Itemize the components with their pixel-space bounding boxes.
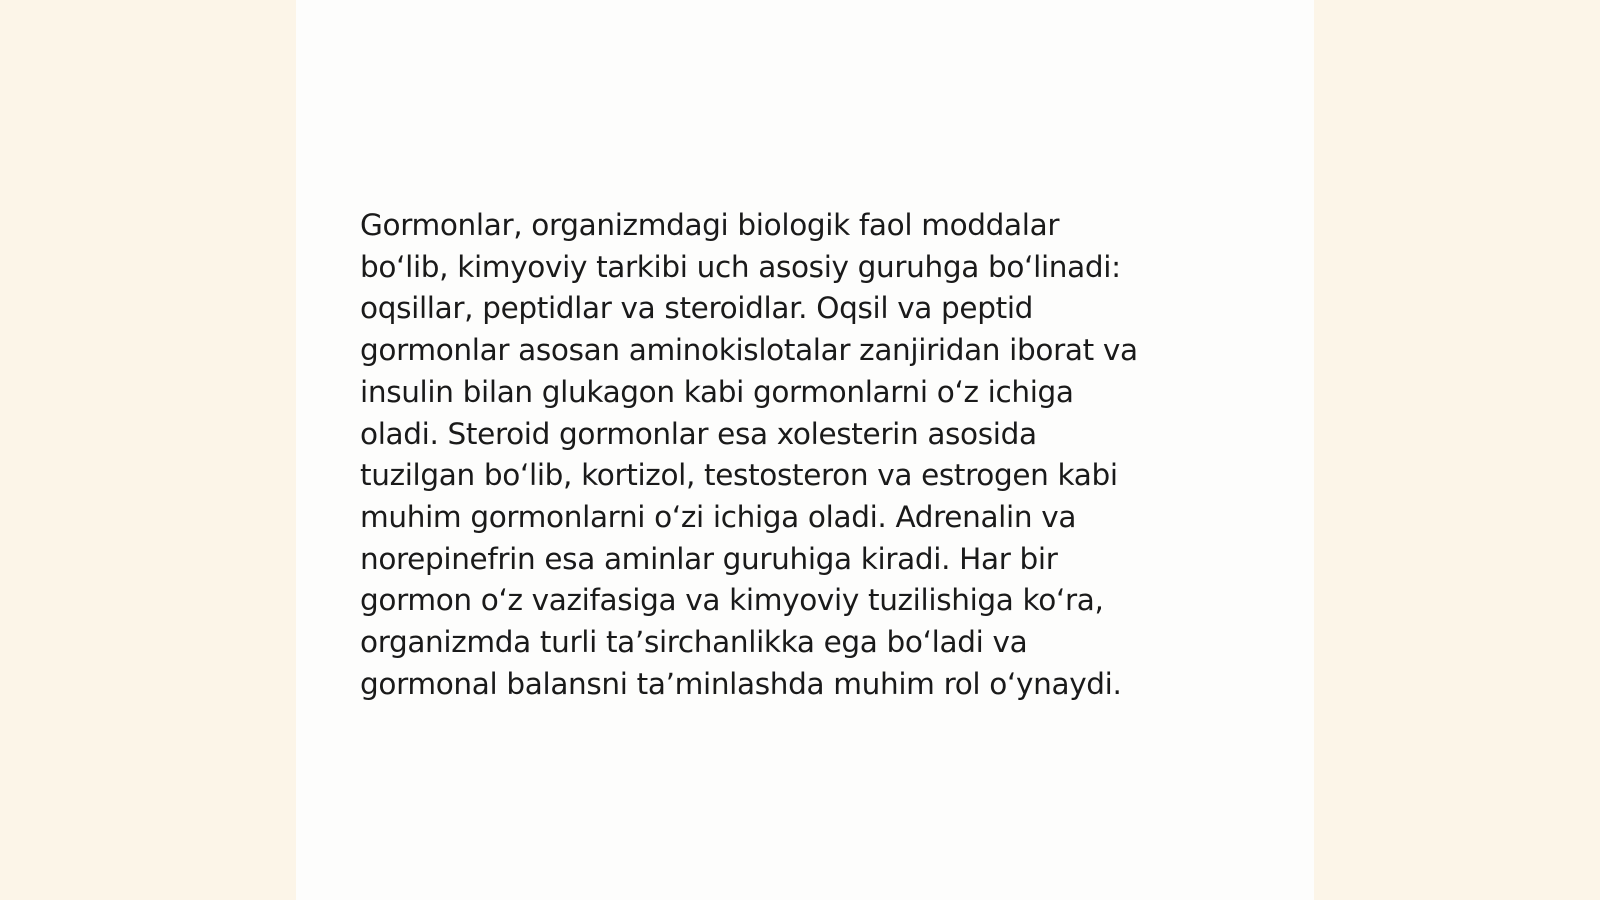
right-margin	[1314, 0, 1600, 900]
left-margin	[0, 0, 296, 900]
slide-body-text: Gormonlar, organizmdagi biologik faol moddalar bo‘lib, kimyoviy tarkibi uch asosiy guruhga bo‘linadi: oqsillar, peptidlar va steroidlar. Oqsil va peptid gormonlar asosan aminokislotalar zanjiridan iborat va insulin bilan glukagon kabi gormonlarni o‘z ichiga oladi. Steroid gormonlar esa xolesterin asosida tuzilgan bo‘lib, kortizol, testosteron va estrogen kabi muhim gormonlarni o‘zi ichiga oladi. Adrenalin va norepinefrin esa aminlar guruhiga kiradi. Har bir gormon o‘z vazifasiga va kimyoviy tuzilishiga ko‘ra, organizmda turli ta’sirchanlikka ega bo‘ladi va gormonal balansni ta’minlashda muhim rol o‘ynaydi.	[360, 208, 1138, 701]
